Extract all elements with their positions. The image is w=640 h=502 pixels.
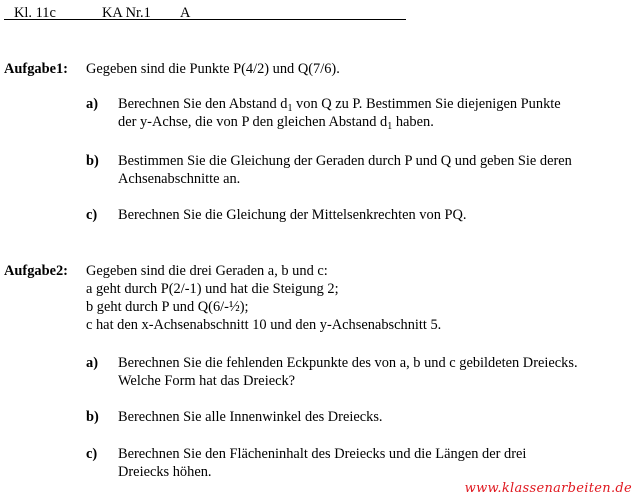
task2-line-c: c hat den x-Achsenabschnitt 10 und den y-Achsenabschnitt 5. bbox=[86, 317, 442, 333]
task1a-line2: der y-Achse, die von P den gleichen Abstand $d_1$ haben. bbox=[118, 114, 434, 132]
task2a-line2: Welche Form hat das Dreieck? bbox=[118, 373, 296, 389]
task2c-text bbox=[118, 445, 526, 481]
task1b-letter: b) bbox=[86, 153, 99, 169]
task1a-letter: a) bbox=[86, 96, 98, 112]
header-underline bbox=[4, 19, 406, 20]
task1-intro: Gegeben sind die Punkte P(4/2) und Q(7/6). bbox=[86, 61, 340, 77]
task2-line-b: b geht durch P und Q(6/-½); bbox=[86, 299, 249, 315]
task1c-text: Berechnen Sie die Gleichung der Mittelsenkrechten von PQ. bbox=[118, 207, 467, 223]
header-group: A bbox=[180, 5, 191, 21]
task1c-letter: c) bbox=[86, 207, 98, 223]
header-class: Kl. 11c bbox=[14, 5, 56, 21]
task1b-line1: Bestimmen Sie die Gleichung der Geraden durch P und Q und geben Sie deren bbox=[118, 153, 572, 169]
task2a-text bbox=[118, 354, 578, 390]
task1-label: Aufgabe1: bbox=[4, 61, 68, 77]
task2a-letter: a) bbox=[86, 355, 98, 371]
task2-line-a: a geht durch P(2/-1) und hat die Steigung 2; bbox=[86, 281, 339, 297]
task1b-text bbox=[118, 152, 572, 188]
task2c-letter: c) bbox=[86, 446, 98, 462]
task2c-line2: Dreiecks höhen. bbox=[118, 464, 212, 480]
task2c-line1: Berechnen Sie den Flächeninhalt des Dreiecks und die Längen der drei bbox=[118, 446, 527, 462]
task1a-text bbox=[118, 95, 561, 131]
task1b-line2: Achsenabschnitte an. bbox=[118, 171, 241, 187]
task1a-line1: Berechnen Sie den Abstand $d_1$ von Q zu P. Bestimmen Sie diejenigen Punkte bbox=[118, 96, 561, 114]
task2a-line1: Berechnen Sie die fehlenden Eckpunkte des von a, b und c gebildeten Dreiecks. bbox=[118, 355, 578, 371]
header-test-number: KA Nr.1 bbox=[102, 5, 151, 21]
website-logo: www.klassenarbeiten.de bbox=[464, 481, 632, 496]
task2b-text: Berechnen Sie alle Innenwinkel des Dreiecks. bbox=[118, 409, 383, 425]
task2-label: Aufgabe2: bbox=[4, 263, 68, 279]
task2b-letter: b) bbox=[86, 409, 99, 425]
task2-intro: Gegeben sind die drei Geraden a, b und c: bbox=[86, 263, 328, 279]
